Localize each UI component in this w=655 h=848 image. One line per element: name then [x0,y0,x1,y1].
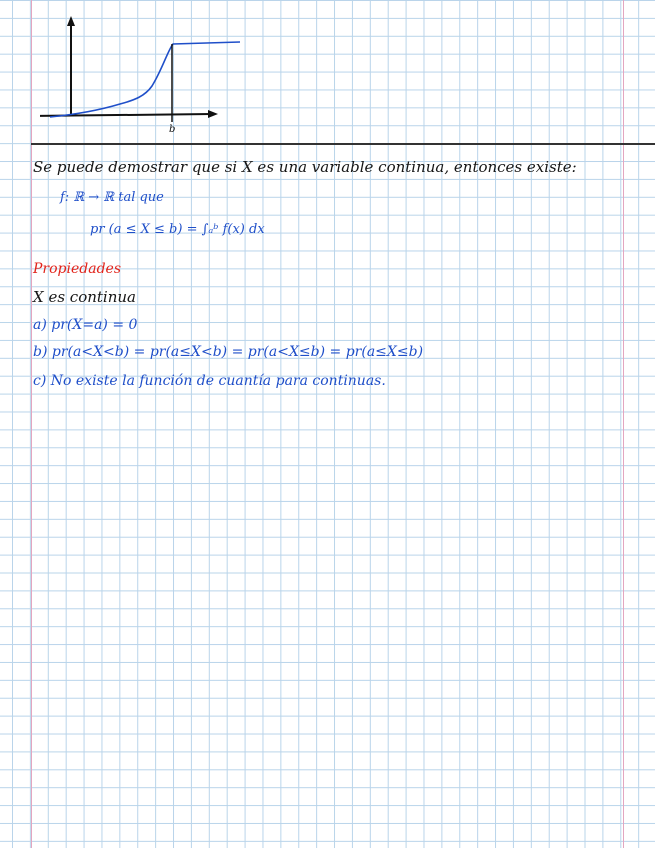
properties-heading: Propiedades [33,261,122,277]
right-margin-line [623,0,624,848]
properties-subheading: X es continua [33,288,136,306]
integral-formula: pr (a ≤ X ≤ b) = ∫ₐᵇ f(x) dx [90,222,265,237]
cdf-curve [50,42,240,117]
intro-text: Se puede demostrar que si X es una variable continua, entonces existe: [33,158,577,176]
property-c: c) No existe la función de cuantía para continuas. [33,373,386,389]
property-b: b) pr(a<X<b) = pr(a≤X<b) = pr(a<X≤b) = pr(a≤X≤b) [33,344,424,360]
x-axis-arrow [208,110,218,118]
y-axis-arrow [67,16,75,26]
function-definition: f: ℝ → ℝ tal que [60,190,164,205]
property-a: a) pr(X=a) = 0 [33,317,138,333]
left-margin-line [31,0,32,848]
section-divider [31,143,655,145]
tick-label: b [169,124,176,135]
cdf-sketch [40,8,260,138]
